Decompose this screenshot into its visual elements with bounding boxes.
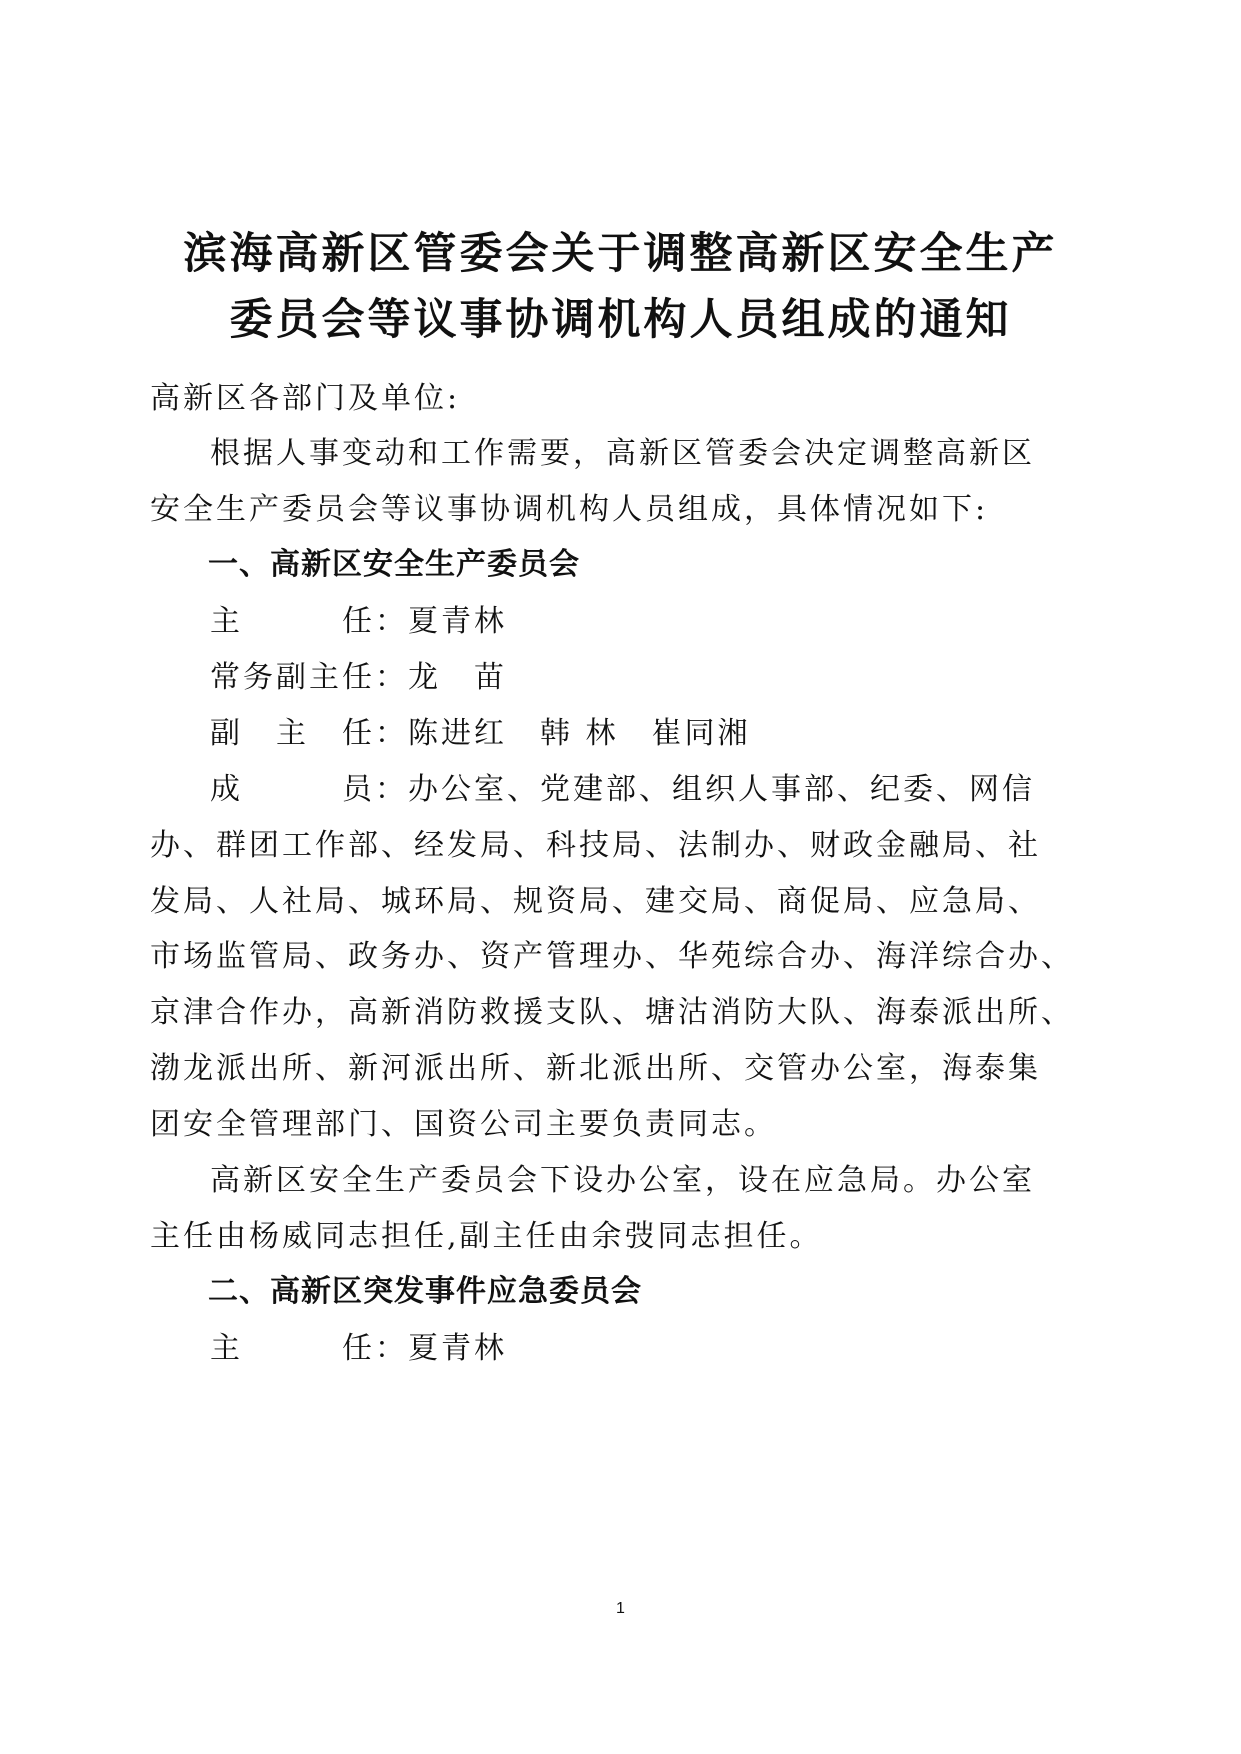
members-line-1: 办公室、党建部、组织人事部、纪委、网信 [408, 772, 1035, 807]
section-1-members-row [210, 772, 1035, 807]
exec-deputy-role-label: 常务副主任： [210, 660, 408, 695]
members-line-4: 市场监管局、政务办、资产管理办、华苑综合办、海洋综合办、 [150, 939, 1074, 974]
deputy-names: 陈进红 韩 林 崔同湘 [408, 716, 751, 751]
document-title-line-1: 滨海高新区管委会关于调整高新区安全生产 [183, 229, 1058, 279]
director-name: 夏青林 [408, 604, 507, 639]
section-1-deputy-row [210, 716, 751, 751]
section-2-director-name: 夏青林 [408, 1331, 507, 1366]
document-title-line-2: 委员会等议事协调机构人员组成的通知 [229, 295, 1012, 345]
section-2-director-role-label: 主 任： [210, 1331, 408, 1366]
salutation: 高新区各部门及单位: [150, 381, 461, 416]
intro-paragraph-line-1: 根据人事变动和工作需要，高新区管委会决定调整高新区 [210, 436, 1035, 471]
page-number: 1 [616, 1600, 625, 1617]
section-1-director-row [210, 604, 507, 639]
deputy-role-label: 副 主 任： [210, 716, 408, 751]
members-line-7: 团安全管理部门、国资公司主要负责同志。 [150, 1107, 777, 1142]
members-line-3: 发局、人社局、城环局、规资局、建交局、商促局、应急局、 [150, 884, 1041, 919]
office-paragraph-line-1: 高新区安全生产委员会下设办公室，设在应急局。办公室 [210, 1163, 1035, 1198]
section-1-heading: 一、高新区安全生产委员会 [208, 547, 580, 582]
director-role-label: 主 任： [210, 604, 408, 639]
members-line-6: 渤龙派出所、新河派出所、新北派出所、交管办公室，海泰集 [150, 1051, 1041, 1086]
members-line-5: 京津合作办，高新消防救援支队、塘沽消防大队、海泰派出所、 [150, 995, 1074, 1030]
members-line-2: 办、群团工作部、经发局、科技局、法制办、财政金融局、社 [150, 828, 1041, 863]
section-2-heading: 二、高新区突发事件应急委员会 [208, 1274, 642, 1309]
members-role-label: 成 员： [210, 772, 408, 807]
office-paragraph-line-2: 主任由杨威同志担任,副主任由余弢同志担任。 [150, 1219, 823, 1254]
intro-paragraph-line-2: 安全生产委员会等议事协调机构人员组成，具体情况如下: [150, 492, 989, 527]
section-1-exec-deputy-row [210, 660, 507, 695]
section-2-director-row [210, 1331, 507, 1366]
exec-deputy-name: 龙 苗 [408, 660, 507, 695]
